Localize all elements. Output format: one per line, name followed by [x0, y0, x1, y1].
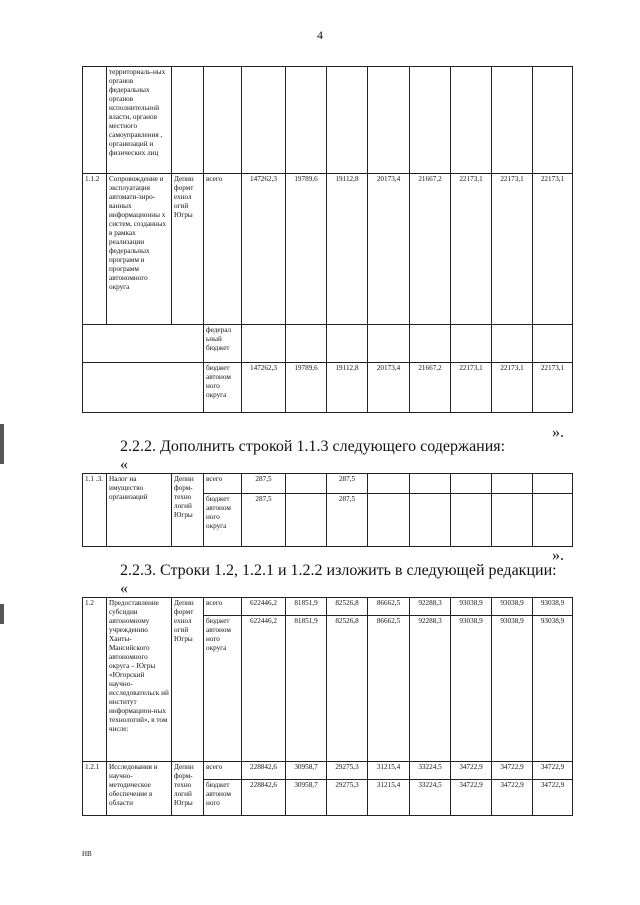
row-title: Налог на имущество организаций: [107, 474, 172, 547]
cell: территориаль-ных органов федеральных органов исполнительной власти, органов местного самоуправления , организаций и физических лиц: [107, 67, 172, 174]
cell: 19112,8: [327, 174, 368, 325]
cell: 30958,7: [286, 762, 327, 780]
cell: [286, 474, 327, 494]
cell: 20173,4: [368, 363, 410, 413]
cell: [533, 67, 573, 174]
cell: 31215,4: [368, 780, 410, 816]
cell: 92288,3: [410, 598, 451, 616]
cell: [286, 494, 327, 547]
cell: [172, 67, 204, 174]
cell: 228842,6: [242, 762, 286, 780]
cell: 21667,2: [410, 363, 451, 413]
cell: [533, 325, 573, 363]
cell: [368, 325, 410, 363]
cell: [533, 494, 573, 547]
cell: 29275,3: [327, 780, 368, 816]
cell: 34722,9: [492, 762, 533, 780]
cell: бюджет автоном ного округа: [204, 616, 242, 762]
cell: 622446,2: [242, 616, 286, 762]
cell: [410, 67, 451, 174]
table-rows-1-2: [82, 597, 573, 816]
row-number: 1.1 .3.: [83, 474, 107, 547]
row-title: Предоставление субсидии автономному учреждению Ханты-Мансийского автономного округа – Югры «Югорский научно-исследовательск ий институт информацион-ных технологий», в том числе:: [107, 598, 172, 762]
cell: [242, 67, 286, 174]
cell: 34722,9: [533, 762, 573, 780]
cell: бюджет автоном ного округа: [204, 363, 242, 413]
closing-quote: ».: [552, 547, 564, 564]
cell: федерал ьный бюджет: [204, 325, 242, 363]
cell: бюджет автоном ного: [204, 780, 242, 816]
cell: 22173,1: [492, 174, 533, 325]
cell: 287,5: [242, 474, 286, 494]
footer-mark: HB: [82, 850, 92, 858]
row-title: Сопровождение и эксплуатация автомати-зиро-ванных информационны х систем, созданных в рамках реализации федеральных программ и программ автономного округа: [107, 174, 172, 325]
cell: [492, 325, 533, 363]
table-row: [83, 174, 573, 325]
cell: бюджет автоном ного округа: [204, 494, 242, 547]
opening-quote: «: [120, 456, 128, 473]
section-heading-2-2-2: 2.2.2. Дополнить строкой 1.1.3 следующего содержания:: [120, 438, 506, 455]
cell: 30958,7: [286, 780, 327, 816]
cell: [83, 67, 107, 174]
cell-empty: [83, 325, 204, 363]
cell: [451, 325, 492, 363]
table-row: [83, 325, 573, 363]
cell: 228842,6: [242, 780, 286, 816]
cell: всего: [204, 598, 242, 616]
cell: [368, 494, 410, 547]
cell: 86662,5: [368, 616, 410, 762]
cell: 21667,2: [410, 174, 451, 325]
cell: 287,5: [242, 494, 286, 547]
table-row-1-1-3: [82, 473, 573, 547]
cell: [327, 67, 368, 174]
cell: 22173,1: [533, 174, 573, 325]
row-title: Исследования и научно-методическое обеспечение в области: [107, 762, 172, 816]
cell: Депин форм-техно логий Югры: [172, 762, 204, 816]
cell-empty: [83, 363, 204, 413]
row-number: 1.1.2: [83, 174, 107, 325]
cell: 81851,9: [286, 598, 327, 616]
cell: 93038,9: [451, 616, 492, 762]
cell: [451, 494, 492, 547]
cell: 19789,6: [286, 174, 327, 325]
cell: [451, 474, 492, 494]
cell: [327, 325, 368, 363]
cell: Депин формт ехнол огий Югры: [172, 174, 204, 325]
cell: [286, 67, 327, 174]
cell: [286, 325, 327, 363]
cell: [204, 67, 242, 174]
cell: Депин формт ехнол огий Югры: [172, 598, 204, 762]
scan-edge-mark: [0, 604, 4, 624]
cell: 93038,9: [451, 598, 492, 616]
row-number: 1.2: [83, 598, 107, 762]
cell: [368, 474, 410, 494]
opening-quote: «: [120, 580, 128, 597]
cell: 147262,3: [242, 174, 286, 325]
cell: [492, 474, 533, 494]
cell: [492, 494, 533, 547]
cell: 19789,6: [286, 363, 327, 413]
cell: Депин форм-техно логий Югры: [172, 474, 204, 547]
table-row: [83, 762, 573, 780]
cell: 34722,9: [492, 780, 533, 816]
cell: 20173,4: [368, 174, 410, 325]
cell: 93038,9: [533, 616, 573, 762]
cell: 93038,9: [533, 598, 573, 616]
table-row: [83, 67, 573, 174]
cell: 622446,2: [242, 598, 286, 616]
cell: 93038,9: [492, 616, 533, 762]
cell: [492, 67, 533, 174]
cell: [368, 67, 410, 174]
cell: 22173,1: [492, 363, 533, 413]
cell: [242, 325, 286, 363]
cell: 33224,5: [410, 780, 451, 816]
cell: 34722,9: [451, 762, 492, 780]
cell: всего: [204, 174, 242, 325]
cell: 86662,5: [368, 598, 410, 616]
cell: 22173,1: [451, 363, 492, 413]
cell: всего: [204, 762, 242, 780]
cell: 287,5: [327, 494, 368, 547]
page-number: 4: [317, 28, 323, 42]
cell: 287,5: [327, 474, 368, 494]
table-row: [83, 474, 573, 494]
cell: 93038,9: [492, 598, 533, 616]
cell: [533, 474, 573, 494]
row-number: 1.2.1: [83, 762, 107, 816]
cell: всего: [204, 474, 242, 494]
cell: 22173,1: [451, 174, 492, 325]
cell: [410, 325, 451, 363]
cell: 34722,9: [533, 780, 573, 816]
cell: 33224,5: [410, 762, 451, 780]
cell: 19112,8: [327, 363, 368, 413]
cell: 31215,4: [368, 762, 410, 780]
section-heading-2-2-3: 2.2.3. Строки 1.2, 1.2.1 и 1.2.2 изложить в следующей редакции:: [120, 562, 557, 579]
table-row: [83, 363, 573, 413]
cell: 82526,8: [327, 598, 368, 616]
cell: 92288,3: [410, 616, 451, 762]
cell: 29275,3: [327, 762, 368, 780]
cell: [410, 494, 451, 547]
cell: 81851,9: [286, 616, 327, 762]
scan-edge-mark: [0, 424, 4, 464]
closing-quote: ».: [552, 424, 564, 441]
table-continuation: [82, 66, 573, 413]
cell: 147262,3: [242, 363, 286, 413]
cell: [410, 474, 451, 494]
cell: 82526,8: [327, 616, 368, 762]
cell: 22173,1: [533, 363, 573, 413]
cell: 34722,9: [451, 780, 492, 816]
cell: [451, 67, 492, 174]
table-row: [83, 598, 573, 616]
